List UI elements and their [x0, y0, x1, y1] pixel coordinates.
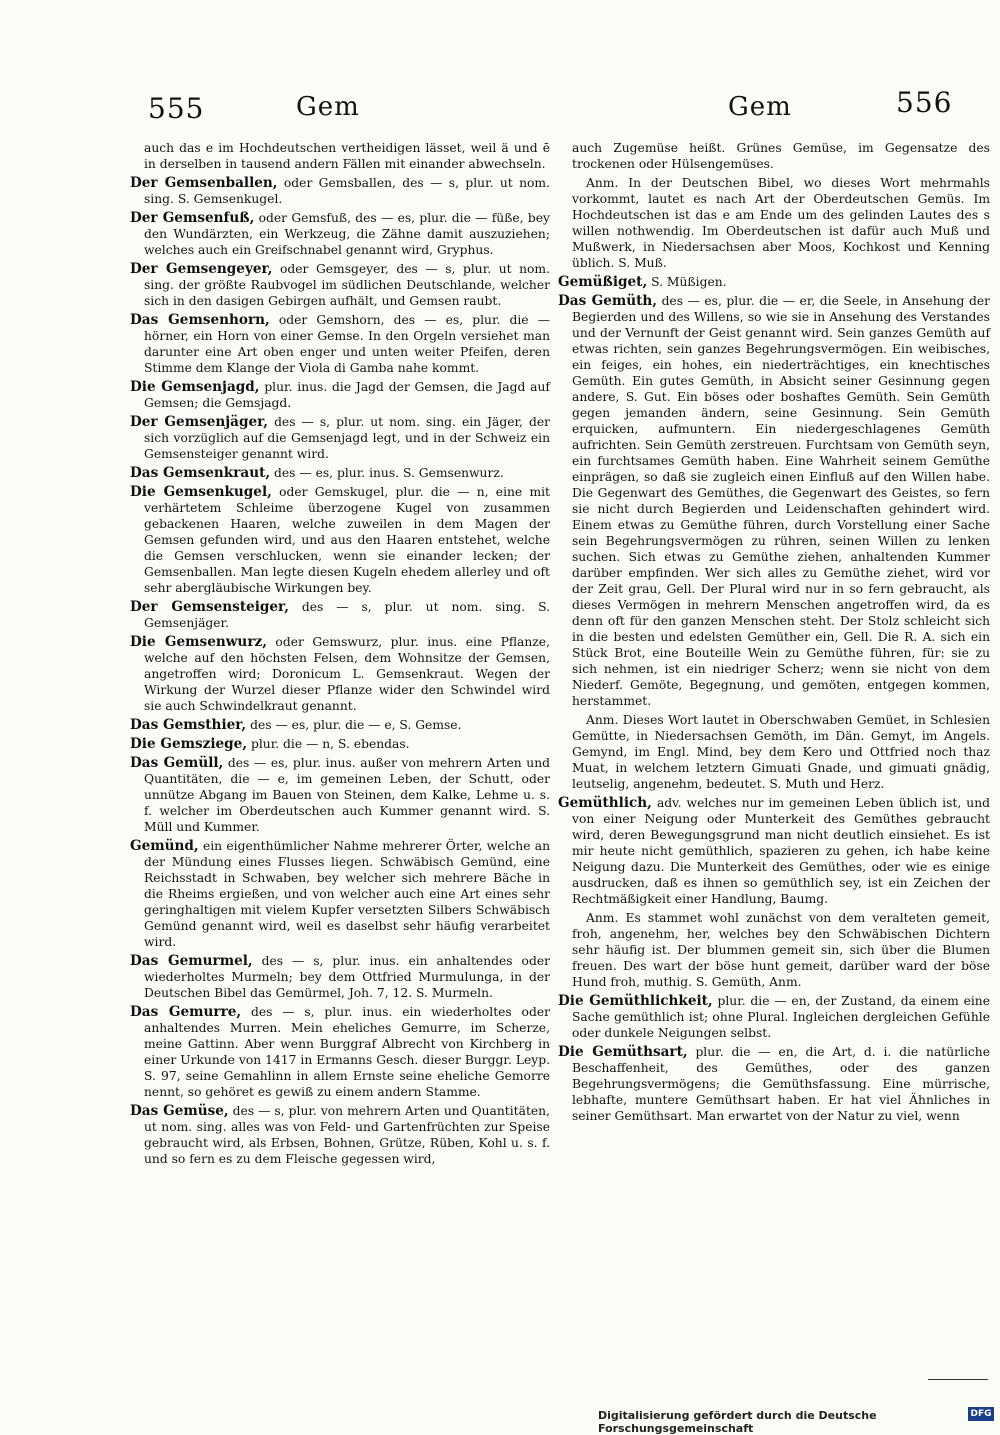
dictionary-entry: [130, 838, 550, 950]
dictionary-entry: [558, 993, 990, 1041]
entry-text: oder Gemskugel, plur. die — n, eine mit verhärtetem Schleime überzogene Kugel von zusammen gebackenen Haaren, welche zuweilen in dem Magen der Gemsen gefunden wird, und aus den Haaren entstehet, welche die Gemsen verschlucken, wenn sie einander lecken; der Gemsenballen. Man legte diesen Kugeln ehedem allerley und oft sehr abergläubische Wirkungen bey.: [144, 485, 550, 595]
entry-headword: Der Gemsenjäger,: [130, 414, 269, 430]
dictionary-entry: [130, 1103, 550, 1167]
entry-headword: Gemüßiget,: [558, 274, 648, 290]
entry-headword: Gemüthlich,: [558, 795, 652, 811]
dictionary-entry: [558, 1044, 990, 1124]
entry-text: des — s, plur. inus. ein wiederholtes oder anhaltendes Murren. Mein eheliches Gemurre, im Scherze, meine Gattinn. Aber wenn Burggraf Albrecht von Kirchberg in einer Urkunde von 1417 in Ermanns Gesch. dieser Burggr. Leyp. S. 97, seine Gemahlinn in allem Ernste seine eheliche Gemorre nennt, so gehöret es gewiß zu einem andern Stamme.: [144, 1005, 550, 1099]
entry-text: oder Gemswurz, plur. inus. eine Pflanze, welche auf den höchsten Felsen, dem Wohnsitze der Gemsen, angetroffen wird; Doronicum L. Gemsenkraut. Wegen der Wirkung der Wurzel dieser Pflanze wider den Schwindel wird sie auch Schwindelkraut genannt.: [144, 635, 550, 713]
entry-headword: Die Gemüthlichkeit,: [558, 993, 713, 1009]
entry-headword: Die Gemsenjagd,: [130, 379, 260, 395]
dictionary-entry: [130, 755, 550, 835]
entry-text: des — es, plur. die — er, die Seele, in Ansehung der Begierden und des Willens, so wie sie in Ansehung des Verstandes und der Vernunft der Geist genannt wird. Sein ganzes Gemüth auf etwas richten, sein ganzes Begehrungsvermögen. Ein weibisches, ein feiges, ein hohes, ein niederträchtiges, ein knechtisches Gemüth. Ein gutes Gemüth, in Absicht seiner Gesinnung gegen andere, S. Gut. Ein böses oder boshaftes Gemüth. Sein Gemüth gegen jemanden ändern, seine Gesinnung. Sein Gemüth erquicken, aufmuntern. Ein niedergeschlagenes Gemüth aufrichten. Sein Gemüth zerstreuen. Furchtsam von Gemüth seyn, ein furchtsames Gemüth haben. Eine Wahrheit seinem Gemüthe einprägen, so daß sie zugleich einen Einfluß auf den Willen habe. Die Gegenwart des Gemüthes, die Gegenwart des Geistes, so fern sie nicht durch Begierden und Leidenschaften gehindert wird. Einem etwas zu Gemüthe führen, durch Vorstellung einer Sache sein Begehrungsvermögen zu rühren, seinen Willen zu lenken suchen. Sich etwas zu Gemüthe ziehen, anhaltenden Kummer darüber empfinden. Wer sich alles zu Gemüthe ziehet, wird vor der Zeit grau, Gell. Der Plural wird nur in so fern gebraucht, als dieses Vermögen in mehrern Menschen angetroffen wird, da es denn oft für den ganzen Menschen steht. Der Stolz schleicht sich in die besten und edelsten Gemüther ein, Gell. Die R. A. sich ein Stück Brot, eine Bouteille Wein zu Gemüthe führen, für: sie zu sich nehmen, ist ein niedriger Scherz; wenn sie nicht von dem Niederf. Gemöte, Begegnung, und gemöten, entgegen kommen, herstammet.: [572, 294, 990, 708]
entry-headword: Das Gemüse,: [130, 1103, 229, 1119]
annotation-paragraph: [558, 712, 990, 792]
entry-text: Anm. Es stammet wohl zunächst von dem veralteten gemeit, froh, angenehm, her, welches bey den Schwäbischen Dichtern sehr häufig ist. Der blummen gemeit sin, sich über die Blumen freuen. Des wart der böse hunt gemeit, darüber ward der böse Hund froh, muthig. S. Gemüth, Anm.: [572, 911, 990, 989]
entry-text: des — s, plur. inus. ein anhaltendes oder wiederholtes Murmeln; bey dem Ottfried Murmulunga, in der Deutschen Bibel das Gemürmel, Joh. 7, 12. S. Murmeln.: [144, 954, 550, 1000]
entry-text: oder Gemsballen, des — s, plur. ut nom. sing. S. Gemsenkugel.: [144, 176, 550, 206]
entry-headword: Das Gemüth,: [558, 293, 658, 309]
dictionary-entry: [130, 261, 550, 309]
entry-headword: Das Gemsenhorn,: [130, 312, 270, 328]
entry-text: Anm. Dieses Wort lautet in Oberschwaben Gemüet, in Schlesien Gemütte, in Niedersachsen Gemöth, im Dän. Gemyt, im Angels. Gemynd, im Engl. Mind, bey dem Kero und Ottfried noch thaz Muat, in welchem letztern Gimuati Gnade, und gimuati gnädig, leutselig, angenehm, bedeutet. S. Muth und Herz.: [572, 713, 990, 791]
entry-text: des — es, plur. die — e, S. Gemse.: [250, 718, 462, 732]
dictionary-entry: [130, 140, 550, 172]
entry-headword: Der Gemsensteiger,: [130, 599, 289, 615]
entry-headword: Das Gemurre,: [130, 1004, 242, 1020]
dictionary-entry: [130, 484, 550, 596]
entry-text: des — s, plur. ut nom. sing. S. Gemsenjäger.: [144, 600, 550, 630]
dictionary-entry: [558, 795, 990, 907]
dictionary-entry: [130, 175, 550, 207]
right-column: [558, 140, 990, 1127]
entry-text: plur. die — en, der Zustand, da einem eine Sache gemüthlich ist; ohne Plural. Ingleichen dergleichen Gefühle oder dunkele Neigungen selbst.: [572, 994, 990, 1040]
entry-text: ein eigenthümlicher Nahme mehrerer Örter, welche an der Mündung eines Flusses liegen. Schwäbisch Gemünd, eine Reichsstadt in Schwaben, bey welcher sich mehrere Bäche in die Rheims ergießen, und von welcher auch eine Art eines sehr geringhaltigen mit vielem Kupfer versetzten Silbers Schwäbisch Gemünd genannt wird, weil es daselbst sehr häufig verarbeitet wird.: [144, 839, 551, 949]
entry-text: des — s, plur. ut nom. sing. ein Jäger, der sich vorzüglich auf die Gemsenjagd legt, und in der Schweiz ein Gemsensteiger genannt wird.: [144, 415, 550, 461]
entry-text: des — s, plur. von mehrern Arten und Quantitäten, ut nom. sing. alles was von Feld- und Gartenfrüchten zur Speise gebraucht wird, als Erbsen, Bohnen, Grütze, Rüben, Kohl u. s. f. und so fern es zu dem Fleische gegessen wird,: [144, 1104, 550, 1166]
dictionary-entry: [130, 599, 550, 631]
entry-headword: Gemünd,: [130, 838, 199, 854]
funding-footer: Digitalisierung gefördert durch die Deutsche Forschungsgemeinschaft: [598, 1409, 877, 1435]
entry-headword: Die Gemsziege,: [130, 736, 248, 752]
dfg-logo: DFG: [968, 1407, 994, 1421]
dictionary-entry: [558, 274, 990, 290]
dictionary-entry: [558, 293, 990, 709]
entry-text: des — es, plur. inus. S. Gemsenwurz.: [274, 466, 504, 480]
entry-headword: Der Gemsengeyer,: [130, 261, 273, 277]
entry-text: auch das e im Hochdeutschen vertheidigen lässet, weil ä und ē in derselben in tausend andern Fällen mit einander abwechseln.: [144, 141, 550, 171]
entry-text: plur. die — n, S. ebendas.: [250, 737, 410, 751]
entry-headword: Das Gemurmel,: [130, 953, 253, 969]
entry-text: auch Zugemüse heißt. Grünes Gemüse, im Gegensatze des trockenen oder Hülsengemüses.: [572, 141, 990, 171]
page-number-left: 555: [148, 92, 205, 125]
dictionary-entry: [130, 210, 550, 258]
catchword-rule: [928, 1379, 988, 1380]
entry-headword: Die Gemüthsart,: [558, 1044, 688, 1060]
entry-text: adv. welches nur im gemeinen Leben üblich ist, und von einer Neigung oder Munterkeit des Gemüthes gebraucht wird, deren Bewegungsgrund man nicht deutlich einsiehet. Es ist mir heute nicht gemüthlich, spazieren zu gehen, ich habe keine Neigung dazu. Die Munterkeit des Gemüthes, oder wie es einige ausdrucken, daß es ihnen so gemüthlich sey, ist ein Zeichen der Rechtmäßigkeit einer Handlung, Baumg.: [572, 796, 990, 906]
entry-text: oder Gemshorn, des — es, plur. die — hörner, ein Horn von einer Gemse. In den Orgeln versiehet man darunter eine Art oben enger und unten weiter Pfeifen, deren Stimme dem Klange der Viola di Gamba nahe kommt.: [144, 313, 550, 375]
entry-text: Anm. In der Deutschen Bibel, wo dieses Wort mehrmahls vorkommt, lautet es nach Art der Oberdeutschen Gemüs. Im Hochdeutschen ist das e am Ende um des gelinden Lautes des s willen nothwendig. Im Oberdeutschen ist dafür auch Muß und Mußwerk, in Niedersachsen aber Moos, Kochkost und Kenning üblich. S. Muß.: [572, 176, 990, 270]
entry-text: plur. inus. die Jagd der Gemsen, die Jagd auf Gemsen; die Gemsjagd.: [144, 380, 550, 410]
entry-headword: Der Gemsenfuß,: [130, 210, 255, 226]
running-headword-right: Gem: [728, 92, 792, 122]
dictionary-entry: [558, 140, 990, 172]
entry-text: S. Müßigen.: [651, 275, 727, 289]
entry-text: des — es, plur. inus. außer von mehrern Arten und Quantitäten, die — e, im gemeinen Leben, der Schutt, oder unnütze Abgang im Bauen von Steinen, dem Kalke, Lehme u. s. f. welcher im Oberdeutschen auch Kummer genannt wird. S. Müll und Kummer.: [144, 756, 550, 834]
dictionary-entry: [130, 1004, 550, 1100]
entry-text: plur. die — en, die Art, d. i. die natürliche Beschaffenheit, des Gemüthes, oder des ganzen Begehrungsvermögens; die Gemüthsfassung. Eine mürrische, lebhafte, muntere Gemüthsart haben. Er hat viel Ähnliches in seiner Gemüthsart. Man erwartet von der Natur zu viel, wenn: [572, 1045, 990, 1123]
dictionary-entry: [130, 465, 550, 481]
annotation-paragraph: [558, 175, 990, 271]
entry-headword: Das Gemüll,: [130, 755, 224, 771]
entry-headword: Der Gemsenballen,: [130, 175, 278, 191]
entry-headword: Die Gemsenkugel,: [130, 484, 272, 500]
entry-headword: Das Gemsenkraut,: [130, 465, 271, 481]
dictionary-entry: [130, 414, 550, 462]
entry-text: oder Gemsfuß, des — es, plur. die — füße, bey den Wundärzten, ein Werkzeug, die Zähne damit auszuziehen; welches auch ein Greifschnabel genannt wird, Gryphus.: [144, 211, 550, 257]
dictionary-entry: [130, 379, 550, 411]
dictionary-entry: [130, 717, 550, 733]
entry-text: oder Gemsgeyer, des — s, plur. ut nom. sing. der größte Raubvogel im südlichen Deutschlande, welcher sich in den dasigen Gebirgen aufhält, und Gemsen raubt.: [144, 262, 551, 308]
left-column: [130, 140, 550, 1170]
annotation-paragraph: [558, 910, 990, 990]
entry-headword: Die Gemsenwurz,: [130, 634, 267, 650]
dictionary-entry: [130, 634, 550, 714]
dictionary-entry: [130, 312, 550, 376]
running-headword-left: Gem: [296, 92, 360, 122]
entry-headword: Das Gemsthier,: [130, 717, 247, 733]
dictionary-entry: [130, 736, 550, 752]
page-number-right: 556: [896, 86, 953, 119]
dictionary-entry: [130, 953, 550, 1001]
